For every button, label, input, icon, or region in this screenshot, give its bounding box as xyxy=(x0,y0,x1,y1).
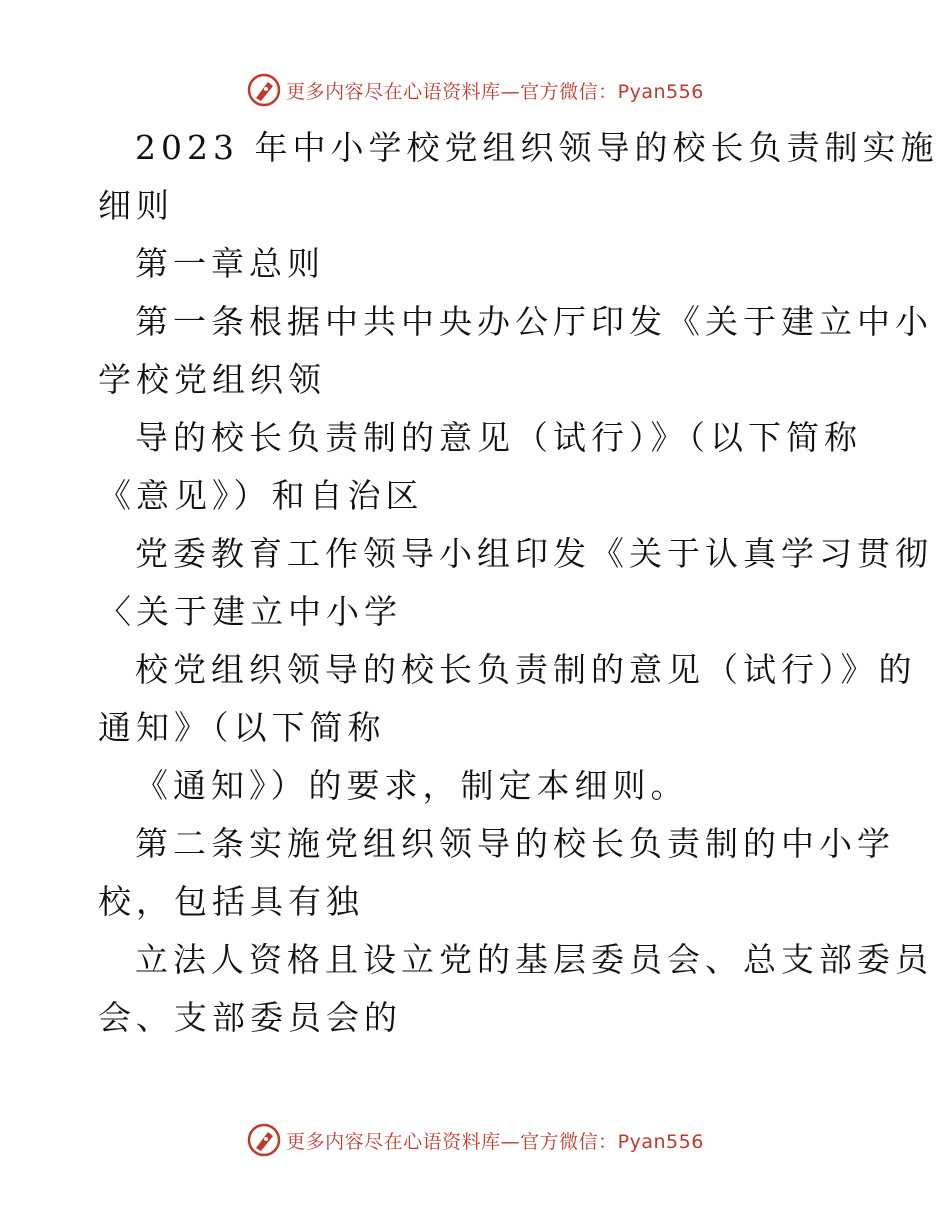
title-line-1: 2023 年中小学校党组织领导的校长负责制实施 xyxy=(135,128,939,167)
paragraph-line: 党委教育工作领导小组印发《关于认真学习贯彻 xyxy=(135,534,933,573)
paragraph-line: 学校党组织领 xyxy=(98,360,326,399)
paragraph-line: 第二条实施党组织领导的校长负责制的中小学 xyxy=(135,824,895,863)
footer-watermark xyxy=(0,1120,950,1160)
paragraph-line: 校党组织领导的校长负责制的意见（试行）》的 xyxy=(135,650,917,689)
paragraph-line: 第一条根据中共中央办公厅印发《关于建立中小 xyxy=(135,302,933,341)
paragraph-line: 立法人资格且设立党的基层委员会、总支部委员 xyxy=(135,940,933,979)
paragraph-line: 《通知》）的要求，制定本细则。 xyxy=(135,766,689,805)
paragraph-line: 〈关于建立中小学 xyxy=(98,592,402,631)
paragraph-line: 校，包括具有独 xyxy=(98,882,364,921)
paragraph-line: 导的校长负责制的意见（试行）》（以下简称 xyxy=(135,418,862,457)
paragraph-line: 会、支部委员会的 xyxy=(98,998,402,1037)
watermark-text: 更多内容尽在心语资料库—官方微信：Pyan556 xyxy=(286,1130,704,1153)
pen-nib-logo-icon xyxy=(246,72,282,108)
header-watermark xyxy=(0,70,950,110)
watermark-text: 更多内容尽在心语资料库—官方微信：Pyan556 xyxy=(286,80,704,103)
title-line-2: 细则 xyxy=(98,186,174,225)
paragraph-line: 《意见》）和自治区 xyxy=(98,476,424,515)
chapter-heading: 第一章总则 xyxy=(135,244,325,283)
paragraph-line: 通知》（以下简称 xyxy=(98,708,386,747)
pen-nib-logo-icon xyxy=(246,1122,282,1158)
